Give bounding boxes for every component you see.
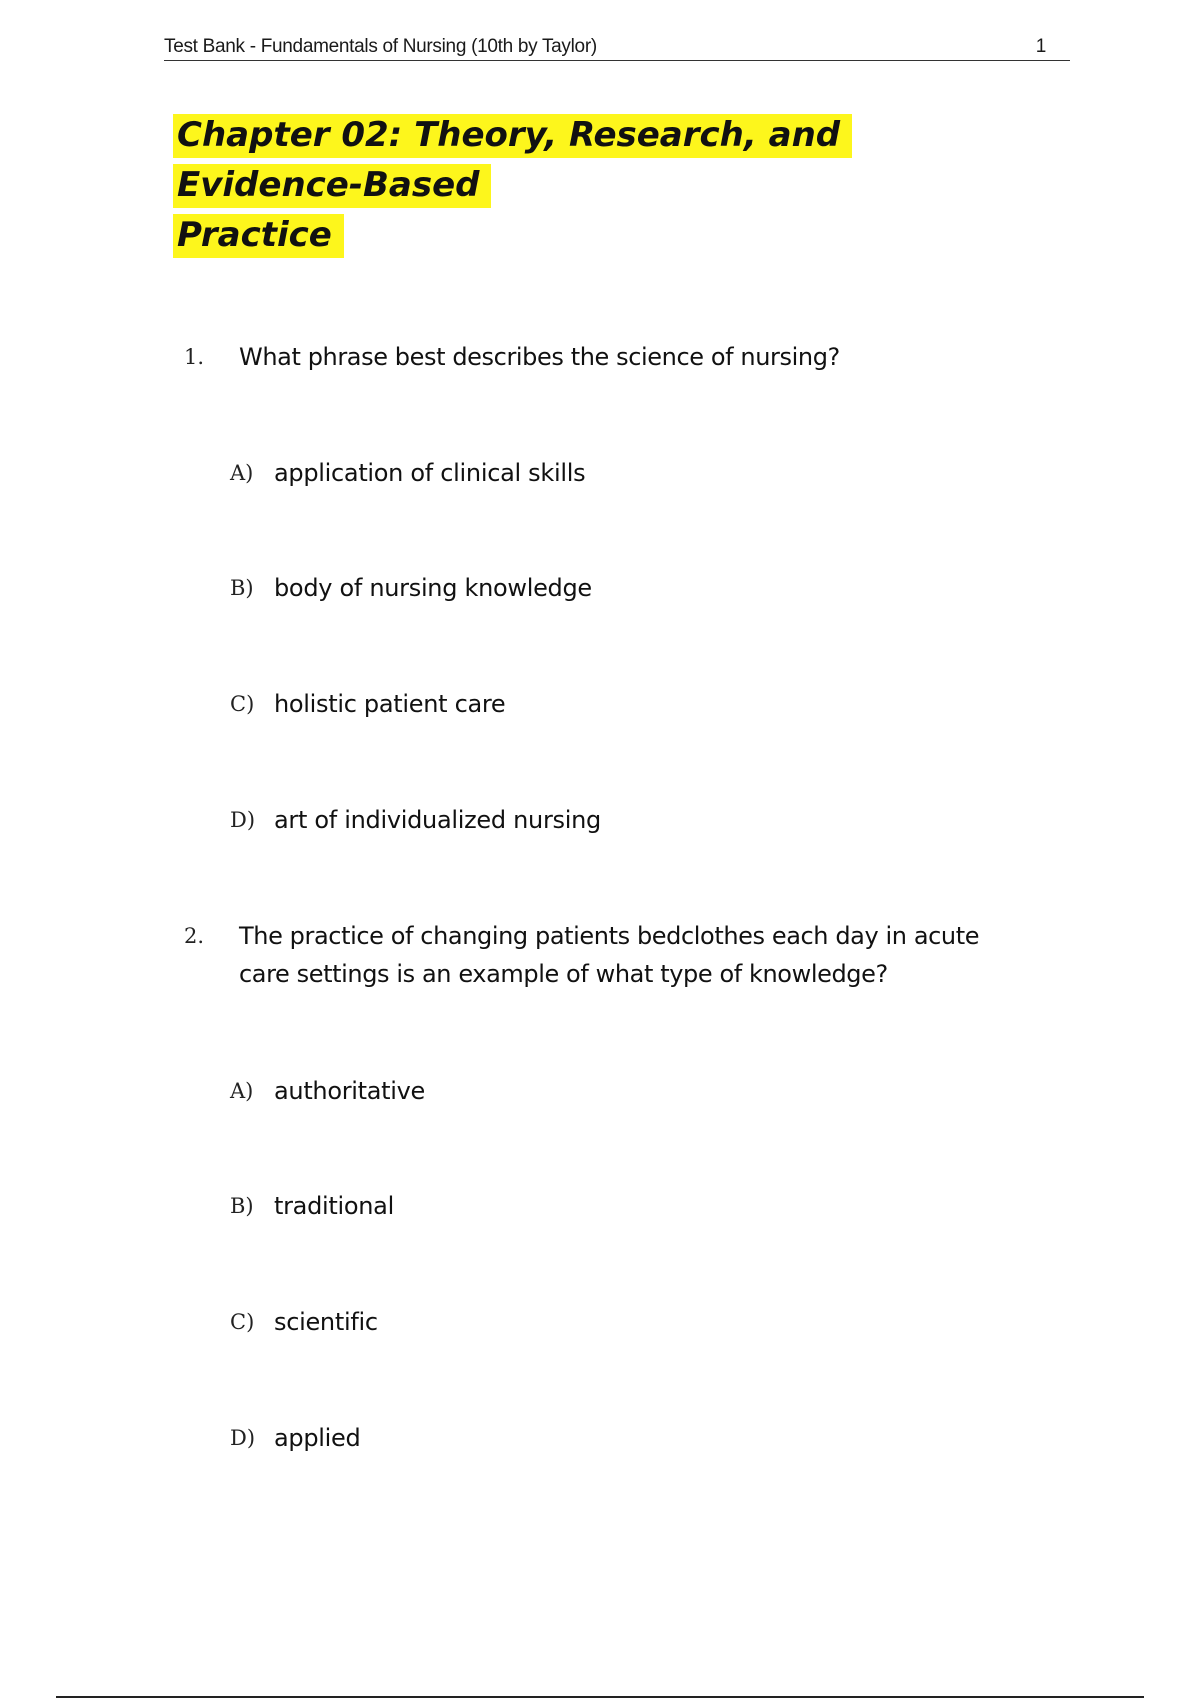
option-letter: B) <box>230 1194 254 1218</box>
option-text: art of individualized nursing <box>274 806 601 834</box>
document-title: Test Bank - Fundamentals of Nursing (10th by Taylor) <box>164 36 597 57</box>
question-text: What phrase best describes the science of nursing? <box>239 343 840 371</box>
question-2-option-d <box>230 1418 930 1458</box>
option-letter: C) <box>230 692 255 716</box>
footer-rule <box>56 1696 1144 1698</box>
question-number: 2. <box>184 924 205 948</box>
question-1-option-c <box>230 684 930 724</box>
option-text: body of nursing knowledge <box>274 574 592 602</box>
option-letter: D) <box>230 1426 256 1450</box>
option-text: applied <box>274 1424 361 1452</box>
question-2-option-c <box>230 1302 930 1342</box>
question-number: 1. <box>184 345 205 369</box>
chapter-title <box>173 110 1003 260</box>
question-1-option-d <box>230 800 930 840</box>
chapter-title-line-2: Practice <box>173 214 344 258</box>
question-2-option-b <box>230 1186 930 1226</box>
question-2-option-a <box>230 1071 930 1111</box>
question-1-option-b <box>230 568 930 608</box>
option-text: holistic patient care <box>274 690 506 718</box>
option-letter: A) <box>230 461 254 485</box>
question-1-option-a <box>230 453 930 493</box>
option-text: scientific <box>274 1308 378 1336</box>
option-letter: B) <box>230 576 254 600</box>
option-letter: A) <box>230 1079 254 1103</box>
option-text: authoritative <box>274 1077 426 1105</box>
option-letter: C) <box>230 1310 255 1334</box>
option-text: application of clinical skills <box>274 459 586 487</box>
chapter-title-line-1: Chapter 02: Theory, Research, and Evidence-Based <box>173 114 852 208</box>
page-number: 1 <box>1035 36 1046 57</box>
page-header <box>164 34 1070 61</box>
question-text: The practice of changing patients bedclothes each day in acute care settings is an example of what type of knowledge? <box>239 922 980 988</box>
option-text: traditional <box>274 1192 394 1220</box>
option-letter: D) <box>230 808 256 832</box>
